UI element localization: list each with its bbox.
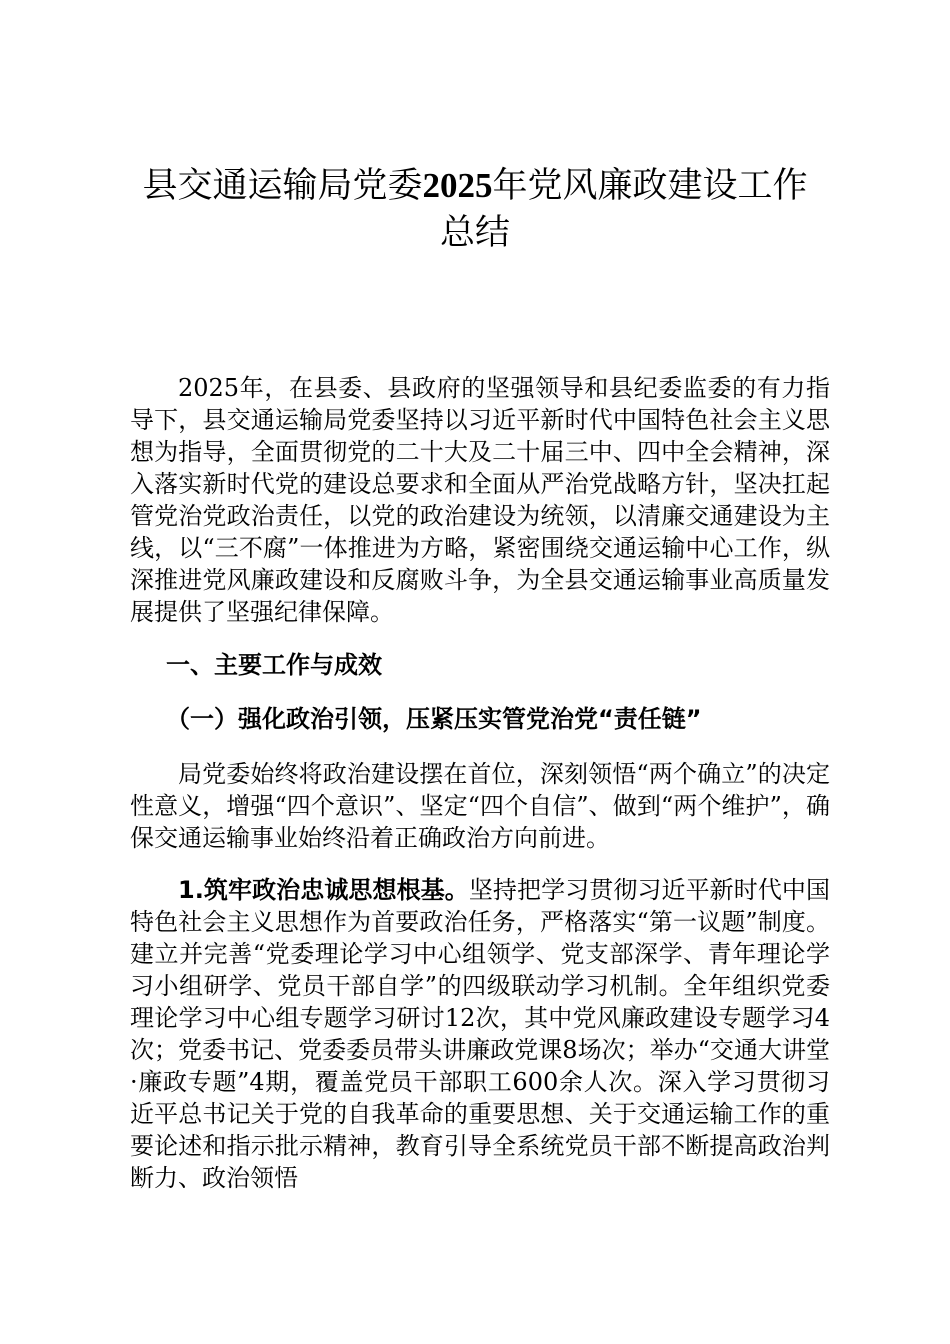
- document-title: [100, 162, 850, 257]
- title-part-1: 县交通运输局党委: [142, 166, 423, 206]
- item-lead-1: 1.筑牢政治忠诚思想根基。: [178, 876, 469, 904]
- item-paragraph-1: [130, 874, 830, 1194]
- intro-paragraph: 2025年，在县委、县政府的坚强领导和县纪委监委的有力指导下，县交通运输局党委坚持以习近平新时代中国特色社会主义思想为指导，全面贯彻党的二十大及二十届三中、四中全会精神，深入落实新时代党的建设总要求和全面从严治党战略方针，坚决扛起管党治党政治责任，以党的政治建设为统领，以清廉交通建设为主线，以“三不腐”一体推进为方略，紧密围绕交通运输中心工作，纵深推进党风廉政建设和反腐败斗争，为全县交通运输事业高质量发展提供了坚强纪律保障。: [130, 374, 830, 626]
- title-year: 2025: [422, 166, 493, 205]
- item-text-1: 坚持把学习贯彻习近平新时代中国特色社会主义思想作为首要政治任务，严格落实“第一议题”制度。建立并完善“党委理论学习中心组领学、党支部深学、青年理论学习小组研学、党员干部自学”的四级联动学习机制。全年组织党委理论学习中心组专题学习研讨12次，其中党风廉政建设专题学习4次；党委书记、党委委员带头讲廉政党课8场次；举办“交通大讲堂·廉政专题”4期，覆盖党员干部职工600余人次。深入学习贯彻习近平总书记关于党的自我革命的重要思想、关于交通运输工作的重要论述和指示批示精神，教育引导全系统党员干部不断提高政治判断力、政治领悟: [130, 876, 830, 1192]
- document-body: [130, 372, 830, 1194]
- subsection-paragraph-1: 局党委始终将政治建设摆在首位，深刻领悟“两个确立”的决定性意义，增强“四个意识”、坚定“四个自信”、做到“两个维护”，确保交通运输事业始终沿着正确政治方向前进。: [130, 760, 830, 852]
- title-part-2: 年党风廉政建设工作: [492, 166, 808, 206]
- section-heading-1: 一、主要工作与成效: [166, 651, 382, 679]
- title-line-2: 总结: [439, 213, 510, 253]
- title-line-1: [100, 162, 850, 210]
- subsection-heading-1: （一）强化政治引领，压紧压实管党治党“责任链”: [166, 705, 702, 733]
